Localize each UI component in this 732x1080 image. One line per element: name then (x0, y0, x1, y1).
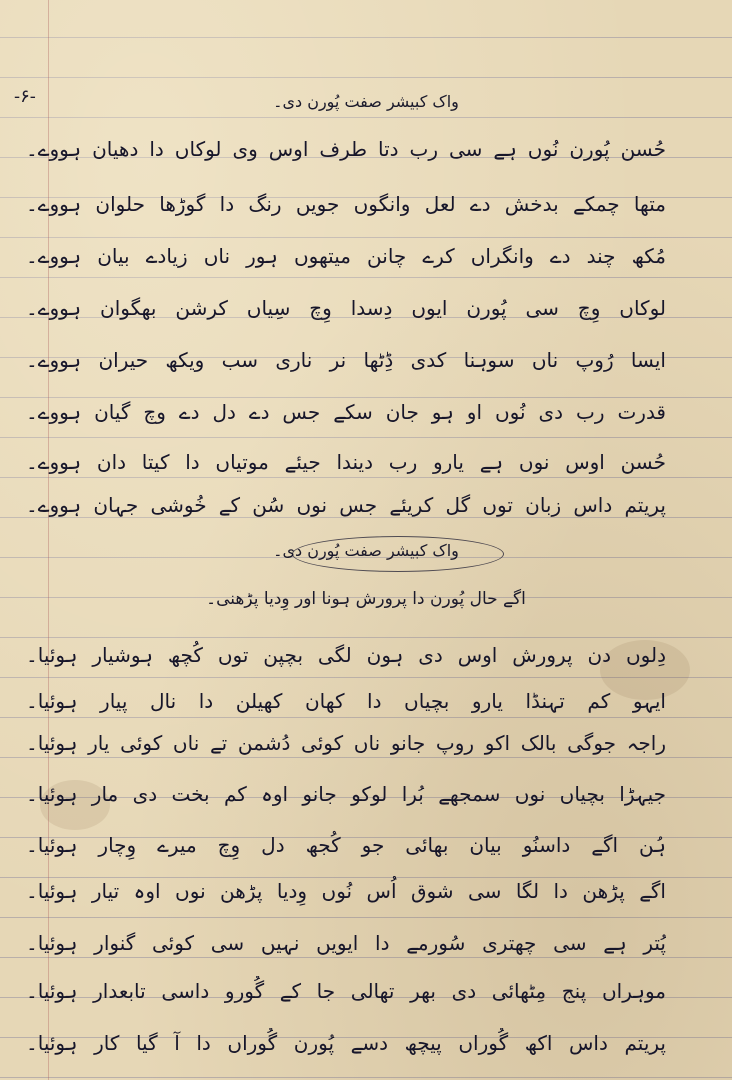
verse-line: قدرت رب دی نُوں او ہو جان سکے جس دے دل دے وچ گیان ہووے۔ (26, 400, 666, 424)
page-number: -۶- (14, 86, 36, 107)
verse-line: پریتم داس زبان توں گل کریئے جس نوں سُن کے خُوشی جہان ہووے۔ (26, 493, 666, 517)
verse-line: دِلوں دن پرورش اوس دی ہون لگی بچپن توں کُچھ ہوشیار ہوئیا۔ (26, 643, 666, 667)
verse-line: پریتم داس اکھ گُوراں پیچھ دسے پُورن گُوراں دا آ گیا کار ہوئیا۔ (26, 1031, 666, 1055)
verse-line: حُسن اوس نوں ہے یارو رب دیندا جیئے موتیاں دا کیتا دان ہووے۔ (26, 450, 666, 474)
verse-line: اگے پڑھن دا لگا سی شوق اُس نُوں وِدیا پڑھن نوں اوہ تیار ہوئیا۔ (26, 879, 666, 903)
verse-line: مُکھ چند دے وانگراں کرے چانن میتھوں ہور ناں زیادے بیان ہووے۔ (26, 244, 666, 268)
verse-line: حُسن پُورن نُوں ہے سی رب دتا طرف اوس وی لوکاں دا دھیان ہووے۔ (26, 137, 666, 161)
section-subheading: اگے حال پُورن دا پرورش ہونا اور وِدیا پڑھنی۔ (206, 589, 526, 609)
verse-line: ایہو کم تہنڈا یارو بچیاں دا کھان کھیلن دا نال پیار ہوئیا۔ (26, 689, 666, 713)
verse-line: لوکاں وِچ سی پُورن ایوں دِسدا وِچ سِیاں کرشن بھگوان ہووے۔ (26, 296, 666, 320)
stanza-heading-1: واک کبیشر صفت پُورن دی۔ (273, 92, 459, 111)
verse-line: متھا چمکے بدخش دے لعل وانگوں جویں رنگ دا گوڑھا حلوان ہووے۔ (26, 192, 666, 216)
verse-line: موہراں پنج مِٹھائی دی بھر تھالی جا کے گُورو داسی تابعدار ہوئیا۔ (26, 979, 666, 1003)
verse-line: پُتر ہے سی چھتری سُورمے دا ایویں نہیں سی کوئی گنوار ہوئیا۔ (26, 931, 666, 955)
verse-line: راجہ جوگی بالک اکو روپ جانو ناں کوئی دُشمن تے ناں کوئی یار ہوئیا۔ (26, 731, 666, 755)
stanza-heading-2: واک کبیشر صفت پُورن دی۔ (273, 541, 459, 560)
verse-line: ہُن اگے داسنُو بیان بھائی جو کُجھ دل وِچ میرے وِچار ہوئیا۔ (26, 833, 666, 857)
verse-line: ایسا رُوپ ناں سوہنا کدی ڈِٹھا نر ناری سب ویکھ حیران ہووے۔ (26, 348, 666, 372)
verse-line: جیہڑا بچیاں نوں سمجھے بُرا لوکو جانو اوہ کم بخت دی مار ہوئیا۔ (26, 782, 666, 806)
